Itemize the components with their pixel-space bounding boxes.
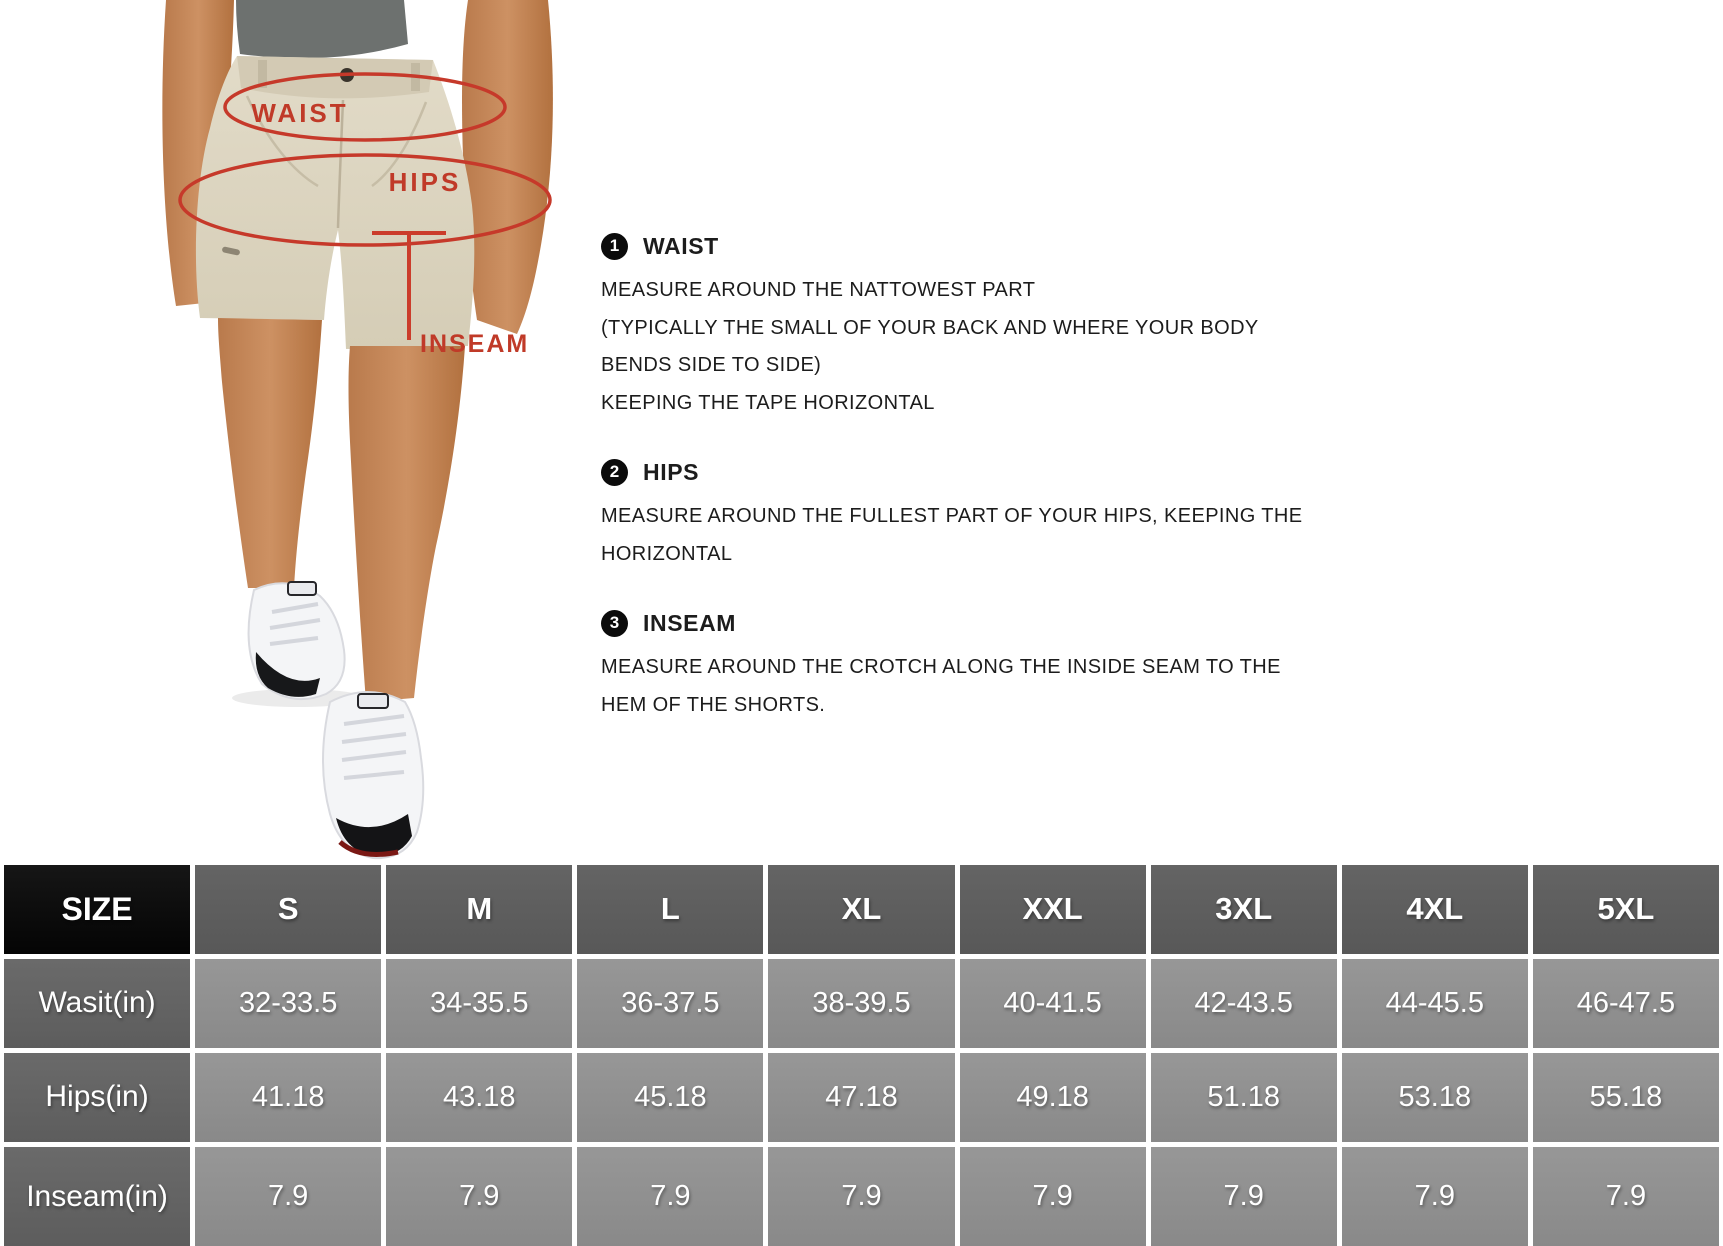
size-cell: 42-43.5	[1151, 959, 1337, 1048]
size-cell: 55.18	[1533, 1053, 1719, 1143]
size-table-header-size: SIZE	[4, 865, 190, 954]
size-cell: 51.18	[1151, 1053, 1337, 1143]
size-table-header-5xl: 5XL	[1533, 865, 1719, 954]
size-row-label-hips: Hips(in)	[4, 1053, 190, 1143]
shoe-tab	[358, 694, 388, 708]
model-illustration	[0, 0, 620, 862]
step-3-badge-icon: 3	[601, 610, 628, 637]
size-table-header-3xl: 3XL	[1151, 865, 1337, 954]
left-leg	[218, 318, 322, 588]
size-cell: 41.18	[195, 1053, 381, 1143]
instruction-line: MEASURE AROUND THE FULLEST PART OF YOUR HIPS, KEEPING THE	[601, 505, 1303, 527]
size-cell: 47.18	[768, 1053, 954, 1143]
step-1-badge-icon: 1	[601, 233, 628, 260]
size-row-label-inseam: Inseam(in)	[4, 1147, 190, 1246]
instruction-section-hips	[601, 456, 1381, 573]
instruction-line: (TYPICALLY THE SMALL OF YOUR BACK AND WHERE YOUR BODY	[601, 316, 1259, 339]
size-cell: 7.9	[386, 1147, 572, 1246]
instruction-line: HEM OF THE SHORTS.	[601, 693, 826, 716]
instruction-line: MEASURE AROUND THE CROTCH ALONG THE INSIDE SEAM TO THE	[601, 656, 1281, 678]
instruction-title: HIPS	[643, 458, 700, 485]
shoe-tab	[288, 582, 316, 595]
size-table-header-m: M	[386, 865, 572, 954]
instruction-heading	[601, 607, 1381, 639]
size-cell: 53.18	[1342, 1053, 1528, 1143]
instruction-heading	[601, 230, 1381, 262]
instruction-title: INSEAM	[643, 609, 737, 636]
right-leg	[349, 346, 466, 702]
size-table-header-xl: XL	[768, 865, 954, 954]
size-cell: 45.18	[577, 1053, 763, 1143]
size-cell: 44-45.5	[1342, 959, 1528, 1048]
size-cell: 7.9	[1151, 1147, 1337, 1246]
size-row-label-waist: Wasit(in)	[4, 959, 190, 1048]
size-cell: 7.9	[577, 1147, 763, 1246]
measuring-instructions	[601, 230, 1381, 758]
size-cell: 34-35.5	[386, 959, 572, 1048]
instruction-line: BENDS SIDE TO SIDE)	[601, 354, 822, 376]
size-table-header-4xl: 4XL	[1342, 865, 1528, 954]
size-table-header-s: S	[195, 865, 381, 954]
hips-label: HIPS	[388, 167, 462, 197]
inseam-label: INSEAM	[420, 330, 530, 358]
instruction-line: HORIZONTAL	[601, 542, 733, 565]
step-2-badge-icon: 2	[601, 459, 628, 486]
waist-label: WAIST	[251, 98, 349, 128]
size-cell: 40-41.5	[960, 959, 1146, 1048]
instruction-section-inseam	[601, 607, 1381, 724]
size-cell: 7.9	[1342, 1147, 1528, 1246]
size-cell: 36-37.5	[577, 959, 763, 1048]
size-cell: 7.9	[195, 1147, 381, 1246]
size-cell: 46-47.5	[1533, 959, 1719, 1048]
size-table	[0, 862, 1723, 1246]
instruction-title: WAIST	[643, 232, 719, 259]
instruction-heading	[601, 456, 1381, 488]
size-cell: 7.9	[768, 1147, 954, 1246]
size-cell: 32-33.5	[195, 959, 381, 1048]
size-cell: 7.9	[960, 1147, 1146, 1246]
model-photo	[0, 0, 620, 862]
instruction-line: KEEPING THE TAPE HORIZONTAL	[601, 391, 935, 414]
size-cell: 7.9	[1533, 1147, 1719, 1246]
size-cell: 38-39.5	[768, 959, 954, 1048]
instruction-section-waist	[601, 230, 1381, 422]
instruction-line: MEASURE AROUND THE NATTOWEST PART	[601, 279, 1036, 301]
shirt-shape	[236, 0, 408, 58]
size-cell: 49.18	[960, 1053, 1146, 1143]
size-table-header-l: L	[577, 865, 763, 954]
size-cell: 43.18	[386, 1053, 572, 1143]
right-arm	[462, 0, 553, 334]
size-table-header-xxl: XXL	[960, 865, 1146, 954]
